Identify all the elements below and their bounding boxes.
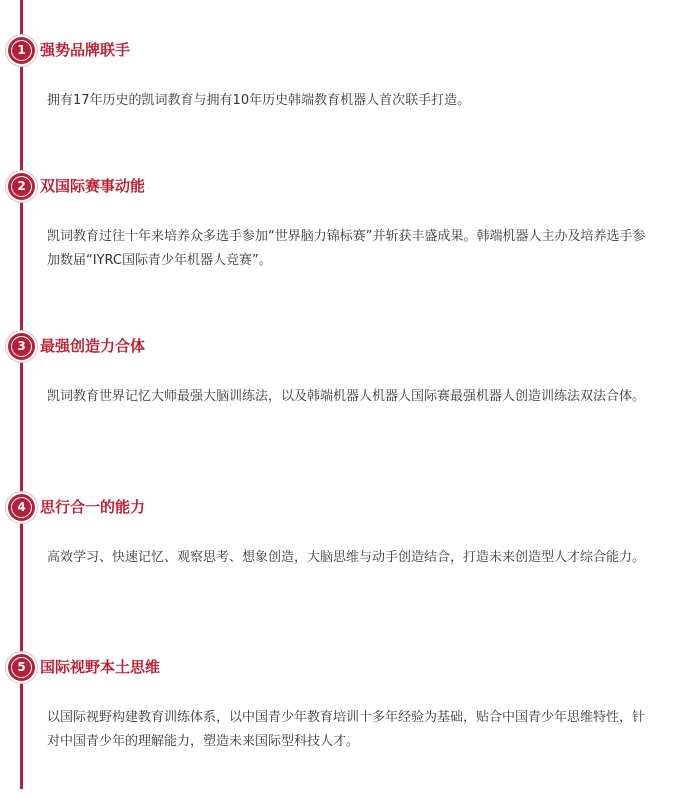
- feature-description: 以国际视野构建教育训练体系，以中国青少年教育培训十多年经验为基础，贴合中国青少年思维特性，针对中国青少年的理解能力，塑造未来国际型科技人才。: [47, 710, 646, 749]
- number-badge: [8, 173, 35, 200]
- feature-title: 强势品牌联手: [40, 41, 131, 59]
- number-badge: [8, 333, 35, 360]
- number-badge-label: 5: [11, 657, 32, 678]
- feature-description: 凯词教育过往十年来培养众多选手参加“世界脑力锦标赛”并斩获丰盛成果。韩端机器人主办及培养选手参加数届“IYRC国际青少年机器人竞赛”。: [47, 229, 646, 268]
- number-badge: [8, 37, 35, 64]
- feature-title: 国际视野本土思维: [40, 658, 161, 676]
- feature-title: 思行合一的能力: [40, 498, 146, 516]
- feature-description: 高效学习、快速记忆、观察思考、想象创造，大脑思维与动手创造结合，打造未来创造型人才综合能力。: [47, 550, 646, 565]
- number-badge: [8, 494, 35, 521]
- number-badge-label: 2: [11, 176, 32, 197]
- number-badge: [8, 654, 35, 681]
- feature-title: 双国际赛事动能: [40, 177, 146, 195]
- number-badge-label: 1: [11, 40, 32, 61]
- feature-description: 凯词教育世界记忆大师最强大脑训练法，以及韩端机器人机器人国际赛最强机器人创造训练法双法合体。: [47, 389, 646, 404]
- feature-description: 拥有17年历史的凯词教育与拥有10年历史韩端教育机器人首次联手打造。: [47, 93, 471, 108]
- number-badge-label: 3: [11, 336, 32, 357]
- feature-title: 最强创造力合体: [40, 337, 146, 355]
- number-badge-label: 4: [11, 497, 32, 518]
